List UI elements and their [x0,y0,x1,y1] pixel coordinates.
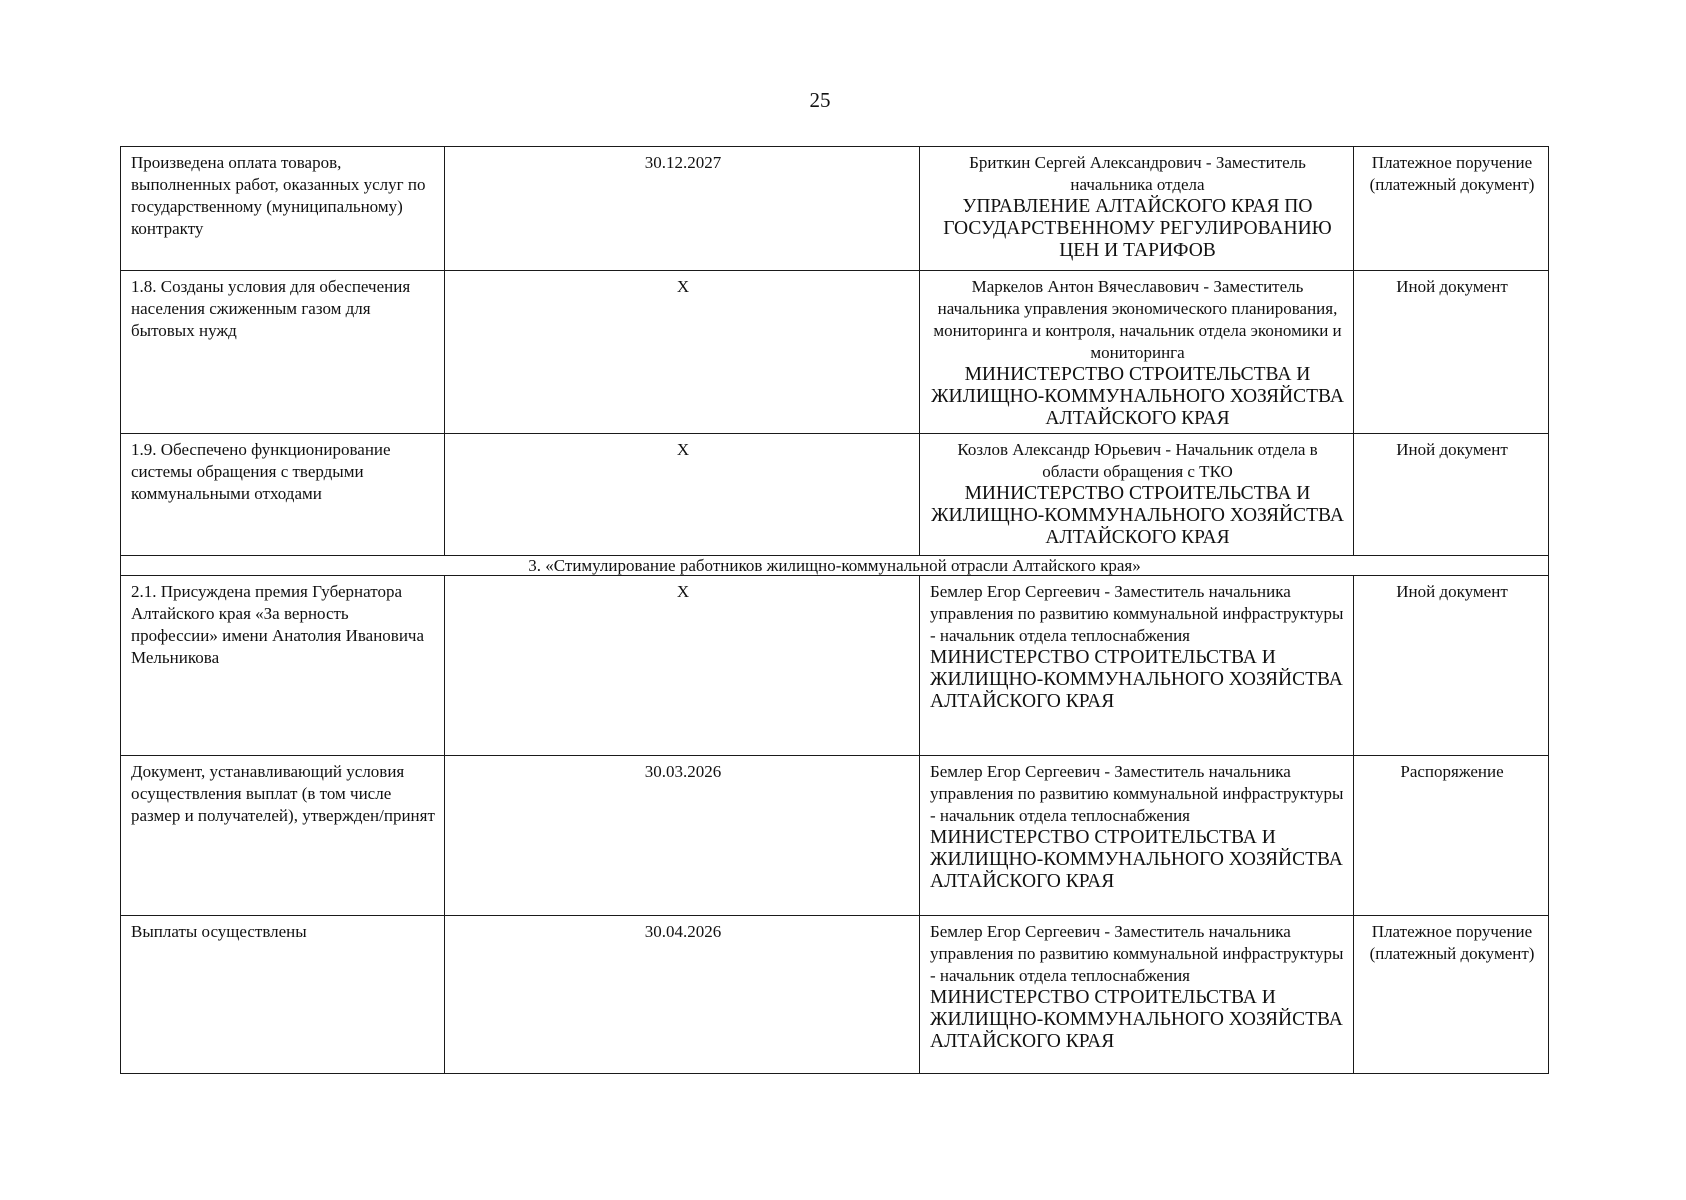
result-cell: 1.9. Обеспечено функционирование системы обращения с твердыми коммунальными отходами [121,434,445,556]
responsible-organization: МИНИСТЕРСТВО СТРОИТЕЛЬСТВА И ЖИЛИЩНО-КОММУНАЛЬНОГО ХОЗЯЙСТВА АЛТАЙСКОГО КРАЯ [930,987,1343,1052]
document-type-cell: Иной документ [1354,271,1549,434]
result-cell: Произведена оплата товаров, выполненных работ, оказанных услуг по государственному (муниципальному) контракту [121,147,445,271]
responsible-person: Бемлер Егор Сергеевич - Заместитель начальника управления по развитию коммунальной инфраструктуры - начальник отдела теплоснабжения [930,762,1344,825]
result-cell: 1.8. Созданы условия для обеспечения населения сжиженным газом для бытовых нужд [121,271,445,434]
responsible-cell [920,434,1354,556]
result-cell: Выплаты осуществлены [121,916,445,1074]
responsible-cell [920,916,1354,1074]
section-title: 3. «Стимулирование работников жилищно-коммунальной отрасли Алтайского края» [121,556,1549,576]
responsible-person: Козлов Александр Юрьевич - Начальник отдела в области обращения с ТКО [957,440,1318,481]
table-row [121,576,1549,756]
result-cell: 2.1. Присуждена премия Губернатора Алтайского края «За верность профессии» имени Анатолия Ивановича Мельникова [121,576,445,756]
table-row [121,756,1549,916]
date-cell: X [445,434,920,556]
date-cell: X [445,271,920,434]
table-row [121,916,1549,1074]
document-type-cell: Распоряжение [1354,756,1549,916]
date-cell: 30.04.2026 [445,916,920,1074]
document-type-cell: Иной документ [1354,434,1549,556]
date-cell: 30.12.2027 [445,147,920,271]
responsible-organization: МИНИСТЕРСТВО СТРОИТЕЛЬСТВА И ЖИЛИЩНО-КОММУНАЛЬНОГО ХОЗЯЙСТВА АЛТАЙСКОГО КРАЯ [931,483,1344,548]
responsible-organization: УПРАВЛЕНИЕ АЛТАЙСКОГО КРАЯ ПО ГОСУДАРСТВЕННОМУ РЕГУЛИРОВАНИЮ ЦЕН И ТАРИФОВ [943,196,1332,261]
table-row [121,271,1549,434]
page-number: 25 [809,88,831,112]
date-cell: 30.03.2026 [445,756,920,916]
responsible-cell [920,576,1354,756]
section-header-row [121,556,1549,576]
date-cell: X [445,576,920,756]
responsible-person: Бемлер Егор Сергеевич - Заместитель начальника управления по развитию коммунальной инфраструктуры - начальник отдела теплоснабжения [930,582,1344,645]
table-row [121,147,1549,271]
responsible-person: Маркелов Антон Вячеславович - Заместитель начальника управления экономического планирования, мониторинга и контроля, начальник отдела экономики и мониторинга [933,277,1342,362]
result-cell: Документ, устанавливающий условия осуществления выплат (в том числе размер и получателей), утвержден/принят [121,756,445,916]
responsible-cell [920,271,1354,434]
responsible-organization: МИНИСТЕРСТВО СТРОИТЕЛЬСТВА И ЖИЛИЩНО-КОММУНАЛЬНОГО ХОЗЯЙСТВА АЛТАЙСКОГО КРАЯ [931,364,1344,429]
table-row [121,434,1549,556]
responsible-cell [920,147,1354,271]
responsible-cell [920,756,1354,916]
control-points-table [120,146,1549,1074]
responsible-person: Бриткин Сергей Александрович - Заместитель начальника отдела [969,153,1306,194]
responsible-organization: МИНИСТЕРСТВО СТРОИТЕЛЬСТВА И ЖИЛИЩНО-КОММУНАЛЬНОГО ХОЗЯЙСТВА АЛТАЙСКОГО КРАЯ [930,647,1343,712]
document-type-cell: Иной документ [1354,576,1549,756]
document-type-cell: Платежное поручение (платежный документ) [1354,916,1549,1074]
responsible-organization: МИНИСТЕРСТВО СТРОИТЕЛЬСТВА И ЖИЛИЩНО-КОММУНАЛЬНОГО ХОЗЯЙСТВА АЛТАЙСКОГО КРАЯ [930,827,1343,892]
document-type-cell: Платежное поручение (платежный документ) [1354,147,1549,271]
responsible-person: Бемлер Егор Сергеевич - Заместитель начальника управления по развитию коммунальной инфраструктуры - начальник отдела теплоснабжения [930,922,1344,985]
